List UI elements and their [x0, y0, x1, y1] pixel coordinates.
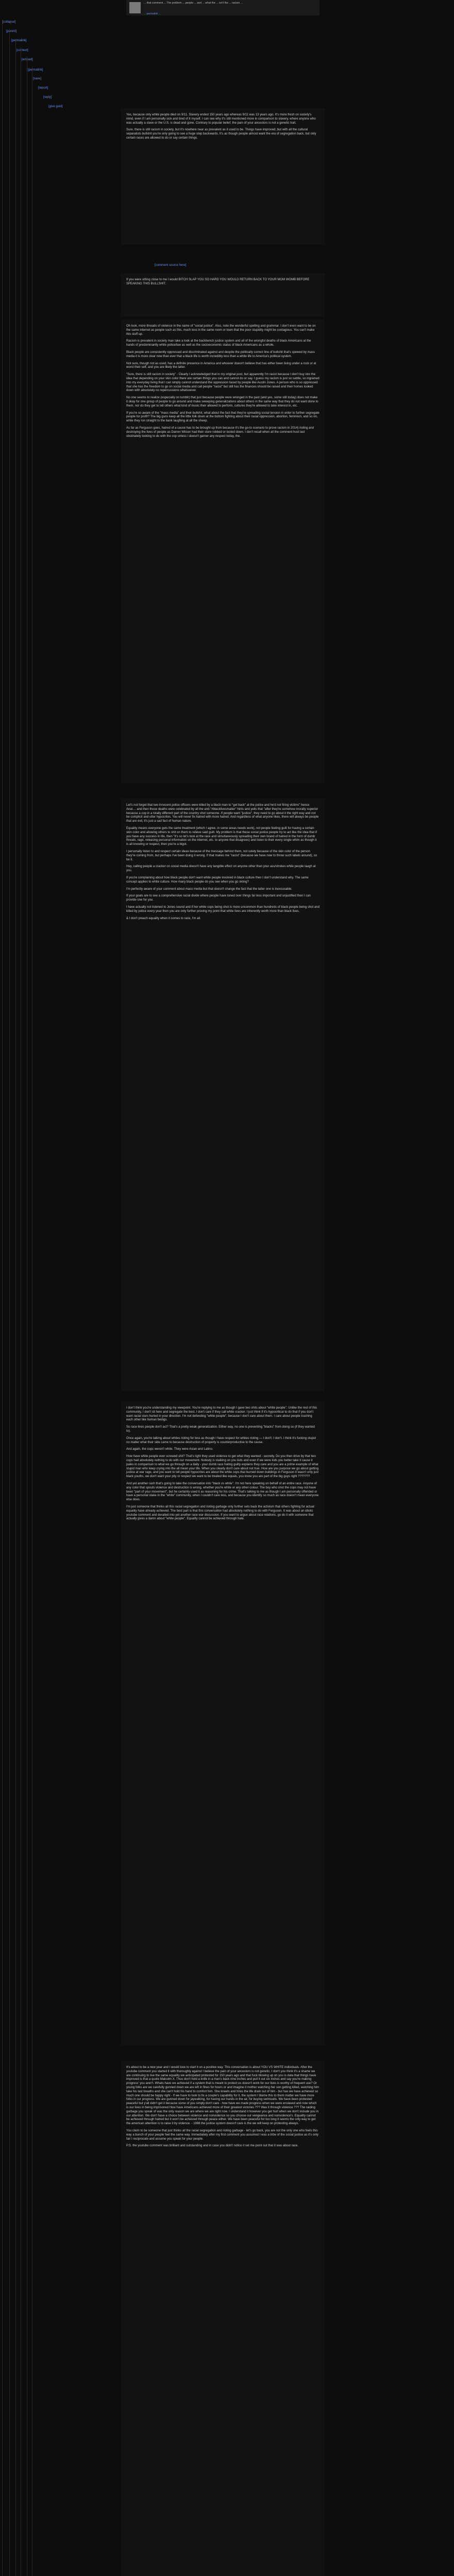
comment-paragraph: Yes, because only white people died on 9/11. Slavery ended 150 years ago whereas 9/11 was 13 years ago. It's more fresh on society's mind, even if I am personally sick and tired of it myself. I can see why it's still mentioned more in comparison to slavery, where anyone who was actually a slave or the U.S. is dead and gone. Contrary to popular belief, the pain of your ancestors is not a genetic trait.: [126, 113, 316, 125]
comment-paragraph: I'm perfectly aware of your comment about mass media but that doesn't change the fact that the latter one is inexcusable.: [126, 887, 292, 891]
avatar: [129, 2, 141, 13]
snippet-links[interactable]: ... permalink ...: [144, 12, 161, 15]
comment-paragraph: Sure, there is still racism in society, but it's nowhere near as prevalent as it used to be. Things have improved, but with all the cultural separatists bullshit you're only going to see a huge step backwards. It's as though people almost want the era of segregation back, but only certain races are allowed to do or say certain things.: [126, 128, 316, 140]
comment-paragraph: P.S. the youtube comment was brilliant and outstanding and in case you didn't notice it set me point out that it was about race.: [126, 2144, 298, 2148]
comment-paragraph: If you're so aware of the "mass media" and their bullshit, what about the fact that they're spreading social tension in order to further segregate people for profit? The big guns keep all the little folk down at the bottom fighting about their racial oppression, abortion, feminism, and so on, while they run straight to the bank laughing at all the sheep.: [126, 411, 320, 423]
reply-paragraph: If you were sitting close to me I would BITCH SLAP YOU SO HARD YOU WOULD RETURN BACK TO YOUR MOM WOMB BEFORE SPEAKING THIS BULLSHIT.: [126, 278, 310, 285]
comment-paragraph: As far as Ferguson goes, hatred of a cause has to be brought up from because it's the go-to scenario to prove racism in 2014) rioting and destroying the lives of people as Darren Wilson had their store robbed or looted down. I don't recall when all the comment hust last obstinately looking to do with the cop unless i doesn't garner any respect today, the.: [126, 426, 314, 438]
comment-block-4: [121, 1401, 325, 2045]
comment-paragraph: Racism is prevalent in society man take a look at the backbench justice system and all of the wrongful deaths of black Americans at the hands of predominantly white police/law as well as the socioeconomic status of black Americans as a whole.: [126, 340, 311, 347]
comment-paragraph: If you're complaining about how black people don't want white people involved in black culture then I don't understand why. The same concept applies to white culture. How many black people do you see when you go skiing?: [126, 876, 309, 884]
comment-paragraph: I don't think you're understanding my viewpoint. You're replying to me as though I gave two shits about "white people". Unlike the rest of this community, I don't sit here and segregate the best. I don't care if they call white cracker. I just think if it's hypocritical to do that if you don't want racial slurs hurled in your direction. I'm not defending "white people", because I don't care about them. I care about people trashing each other like human beings.: [126, 1406, 317, 1422]
comment-paragraph: And yet another rash that's going to take the conversation into "black vs white". I'm not here speaking on behalf of an entire race. Anyone of any color that spouts violence and destruction is wrong, whether you're white or any other colour. The boy who shot the cops may not have been "part of your movement", but he certainly used it as reasoning for his crime. That's talking to me as though I am personally offended or have a personal stake in the "white" community, when I couldn't care less, and because you identify so much as race doesn't mean everyone else does.: [126, 1482, 319, 1502]
comment-paragraph: I personally listen to and respect certain ideas because of the message behind them, not solely because of the skin color of the person they're coming from, but perhaps I've been doing it wrong. If that makes me "racist" (because we have now to throw such labels around), so be it.: [126, 850, 317, 861]
comment-paragraph: Hey, calling people a cracker on social media doesn't have any tangible effect on anyone other than your ass/strokes while people laugh at you.: [126, 865, 316, 873]
reply-body: [126, 278, 320, 290]
collapse-link[interactable]: [collapse]: [3, 21, 16, 24]
comment-body: [126, 804, 320, 924]
comment-body: [126, 325, 320, 442]
comment-paragraph: No one seems to realize (especially on tumblr) that just because people were wronged in the past (and yes, some still today) does not make it okay for one group of people to go around and make sweeping generalizations about others in the same way that they do not want done to them, nor do they get to tell others what kind of music their allowed to perform, cultures they're allowed to take interest in, etc.: [126, 396, 318, 408]
thread-rail: [15, 38, 16, 2576]
give-gold-link[interactable]: [give gold]: [48, 105, 63, 108]
embed-link[interactable]: [embed]: [22, 58, 33, 61]
comment-paragraph: Black people are consistently oppressed and discriminated against and despite the politically correct line of bullshit that's spewed by mass media it is more clear now than ever that a black life is worth incredibly less than a white life to America's political system.: [126, 350, 315, 358]
comment-paragraph: Once again, you're talking about whites rioting for less as though I have respect for whites rioting — I don't; I don't. I think it's fucking stupid no matter what their side came to because destruction of property is counterproductive to the cause.: [126, 1436, 316, 1444]
comment-paragraph: I'm just someone that thinks all this racial segregation and rioting garbage only further sets back the activism that others fighting for actual equality have already achieved. The best part is that this conversation had absolutely nothing to do with Ferguson. It was about an idiotic youtube comment and derailed into yet another race war discussion. If you want to argue about race relations, go do it with someone that actually gives a damn about "white people". Equality cannot be achieved through hate.: [126, 1505, 314, 1521]
reply-block: [121, 273, 325, 317]
comment-body: [126, 2066, 320, 2151]
report-link[interactable]: [report]: [38, 87, 48, 90]
comment-paragraph: "Sure, there is still racism in society" - Clearly I acknowledged that in my original post, but apparently I'm racist because I don't buy into the idea that depending on your skin color there are certain things you can and cannot do or say. I guess my racism is just so subtle, so ingrained into my everyday living that I can simply cannot understand the oppression faced by people like Austin Jones. A person who is so oppressed that she has the freedom to go on social media and call people "racist" but still has the finances should be raised and their homes looked down with absolutely no repercussions whatsoever.: [126, 373, 320, 393]
comment-body: [126, 113, 320, 144]
comment-paragraph: So race lines people don't act? That's a pretty weak generalization. Either way, no one is preventing "blacks" from doing so (if they wanted to).: [126, 1426, 315, 1433]
comment-paragraph: & I don't preach equality when it comes to race, I'm all.: [126, 917, 201, 920]
thread-rail: [9, 29, 10, 2576]
comment-block: [121, 108, 325, 245]
comment-paragraph: And again, the cops weren't white. They were Asian and Latino.: [126, 1448, 213, 1451]
snippet-text: ... that comment ... The problem ... people ... and ... what the ... isn't the ... racism ...: [144, 2, 243, 5]
comment-source-link[interactable]: [comment source here]: [155, 264, 187, 267]
comment-paragraph: Let's not forget that two innocent police officers were killed by a black man to "get back" at the police and he'd not firing victims" hence Anal.... and then these deaths were celebrated by all the anti-"#blacklivesmatter" hints and yells that "after they're somehow morally superior because a cop in a totally different part of the country shot someone. If people want "justice", they need to go about it the right way and not be complicit and utter hypocrites. You will never fix hatred with more hatred. And regardless of what anyone likes, there will always be people that are evil, it's just a sad fact of human nature.: [126, 804, 319, 823]
save-link[interactable]: [save]: [33, 77, 42, 80]
comment-block-2: [121, 319, 325, 783]
comment-paragraph: Equality means everyone gets the same treatment (which I agree, in some areas needs work), not people feeling guilt for having a certain skin color and allowing others to shit on them to relieve said guilt. My problem is that these social justice people try to act like the idea that if you have any success in life, then "it's so let's look at the race and simultaneously spreading their own brand of hatred in the form of dumb threats, rage, releasing personal information on the internet, etc. to anyone that disagrees) and listen to their every single whim as though it is all knowing or respect, then you're a bigot.: [126, 826, 317, 846]
thread-rail: [2, 20, 3, 2576]
comment-body: [126, 1406, 320, 1524]
comment-block-3: [121, 799, 325, 1391]
comment-paragraph: Oh look, more threads of violence in the name of "social justice". Also, note the wonderful spelling and grammar. I don't even want to be on the same internet as people such as this, much less in the same room or town that the poor stupidity might be contagious. You can't make this stuff up.: [126, 325, 316, 336]
comment-paragraph: Not sure, though not as used, has a definite presence in America and whoever doesn't believe that has either been living under a rock or at worst their self, and you are likely the latter.: [126, 362, 316, 369]
parent-link[interactable]: [parent]: [6, 30, 17, 33]
reply-link[interactable]: [reply]: [43, 96, 52, 99]
comment-paragraph: I have actually not listened to Jones sound and if her white cops being shot is more uncommon than hundreds of black people being shot and killed by police every year then you are only further proving my point that white lives are inherently worth more than black lives.: [126, 905, 320, 913]
comment-block-5: [121, 2061, 325, 2576]
context-link[interactable]: [context]: [16, 49, 28, 52]
permalink-link-2[interactable]: [permalink]: [28, 69, 43, 72]
comment-paragraph: You claim to be someone that just thinks all the racial segregation and rioting garbage - let's go back, you are not the only one who feels this way a bunch of your people feel the same way. Immediately after my first comment you assumed I was a tribe of the social justice as it's only fair I reciprocate and assume you speak for your people.: [126, 2129, 318, 2141]
top-comment-snippet: [126, 0, 320, 15]
comment-paragraph: It's about to be a new year and I would love to start it on a positive way. This conversation is about YOU VS WHITE individuals. After the youtube comment you started it with thoroughly against I believe the pain of your ancestors is not genetic. I don't you think it's a shame we are continuing to live the same equality we anticipated protested for 150 years ago and that fuck blowing up on you is data that things have improved is that a quote Malcolm X. Thus don't hold a knife in a man's back nine inches and pull it out six inches and say you're making progress' you aren't. Whats have we achieved if a system that is meant to protect us doesn't work for our lives is worthy of frequent use? Or young folks are we carefully gunned down we are left in fines for hours or and imagine it mother watching her son getting killed, watching him take his last breaths and she can't hold his hand to comfort him. She kneels and hires the life drain out of him - but has we have achieved so much one should be happy right - If we have to look to fix a couple's capability for it, the system I blame this to them matter we have more folks in our progress. We are gunned down for jaywalking, for having our hands in the air, for buying swimsuits. We have been protested peaceful but y'all didn't get it because some of you simply don't care - how have we made progress when we were enslaved and now which is our lives in being imprisoned How have Americans achieved more of their greatest victories ??? Was it through violence ??? The raiding garbage you speak of was the only reason we are where we are right now. I understand it however you get hurt when we don't include you in our attention. We don't have a choice between violence and nonviolence so you choose our vengeance and nonviolence's. Equality cannot be achieved through hatred but it won't be achieved through peace either. We have been peaceful for too long it seems the only way to get the american attention is to raise it by violence. - 1988 the justice system doesn't care is the we will keep on protesting always.: [126, 2066, 319, 2126]
comment-paragraph: If your goals are to see a comprehensive racial divide where people have toned over things far less important and unjustified then I can provide one for you.: [126, 894, 311, 902]
permalink-link[interactable]: [permalink]: [11, 39, 27, 42]
comment-paragraph: How have white people ever screwed shit? That's right they used violence to get what they wanted - secretly. Do you then drive by that two cops had absolutely nothing to do with our movement. Nobody is stalking on you kids and even if we were kids you better take it cause it pales in comparison to what we go through on a daily - your dumb race hating guilty explains they care and you are a prime example of what stupid man who keep crying into the all mean your life. When you clearly don't care about not true. How are you purpose we go about getting justice at war rage, and you want to tell people hypocrites are about the white cops that burned down buildings in Ferguson it wasn't only just black youths, we don't want your pity or respect we want to be treated like equals, you know you are part of the big guys right ???????: [126, 1455, 319, 1479]
